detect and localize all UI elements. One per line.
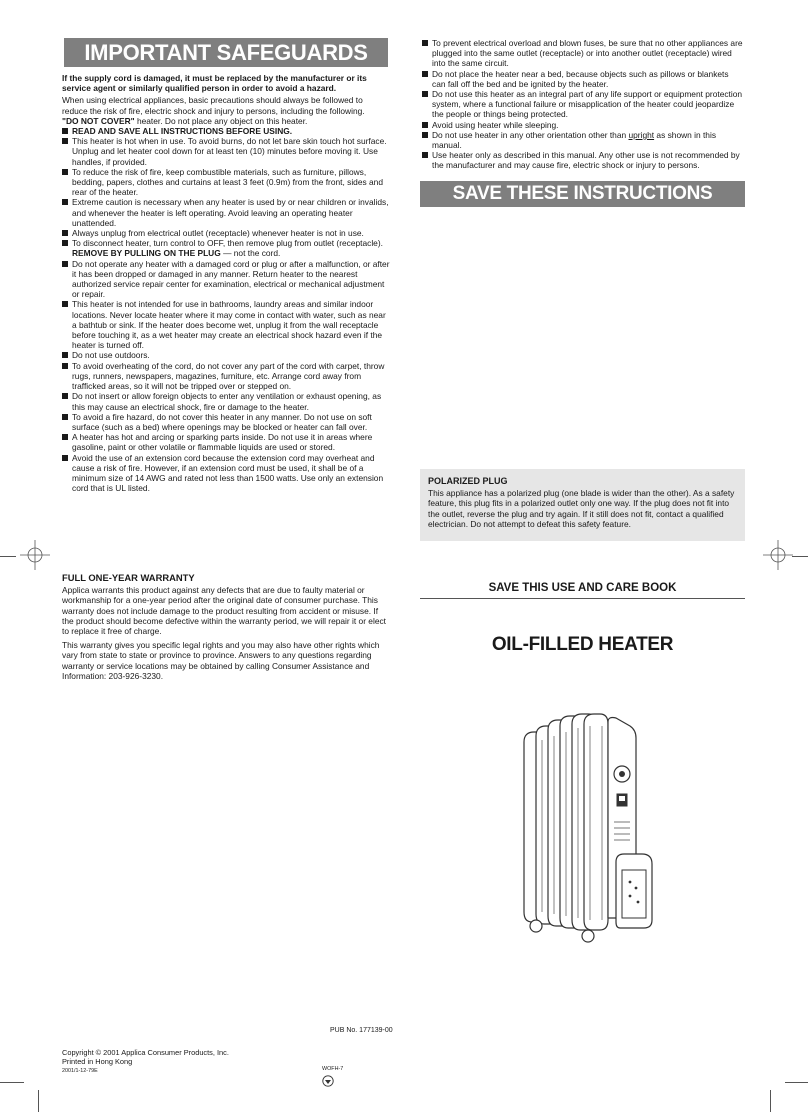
safeguard-text: A heater has hot and arcing or sparking parts inside. Do not use it in areas where gasoline, paint or other volatile or flammable liquids are used or stored.	[72, 432, 373, 453]
safeguard-text: Do not operate any heater with a damaged cord or plug or after a malfunction, or after it has been dropped or damaged in any manner. Return heater to the nearest authorized service repair center for examination, electrical or mechanical adjustment or repair.	[72, 258, 390, 300]
crop-mark	[0, 556, 16, 557]
printed-in-line: Printed in Hong Kong	[62, 1057, 133, 1066]
bullet-square-icon	[62, 230, 68, 236]
warranty-paragraph: Applica warrants this product against any defects that are due to faulty material or workmanship for a one-year period after the original date of consumer purchase. This warranty does not include damage to the product resulting from accident or misuse. If the product should become defective within the warranty period, we will repair it or elect to replace it free of charge.	[62, 585, 386, 637]
list-item	[62, 259, 390, 300]
save-book-heading	[420, 581, 745, 595]
bullet-square-icon	[62, 455, 68, 461]
bullet-square-icon	[62, 138, 68, 144]
list-item	[422, 89, 744, 120]
orientation-post: as shown in this manual.	[432, 129, 717, 151]
list-item	[62, 350, 390, 360]
bullet-square-icon	[62, 240, 68, 246]
bullet-square-icon	[422, 40, 428, 46]
list-item	[62, 126, 390, 136]
list-item	[422, 69, 744, 89]
save-instructions-heading	[420, 181, 745, 207]
crop-mark	[792, 556, 808, 557]
orientation-text	[432, 130, 744, 150]
list-item	[422, 120, 744, 130]
safeguard-text: Always unplug from electrical outlet (receptacle) whenever heater is not in use.	[72, 228, 364, 239]
print-code-right: WOFH-7	[322, 1066, 344, 1072]
safeguard-text: To avoid overheating of the cord, do not cover any part of the cord with carpet, throw rugs, runners, newspapers, magazines, furniture, etc. Arrange cord away from trafficked areas, so it will not be tripped over or stepped on.	[72, 360, 385, 392]
list-item	[62, 136, 390, 167]
save-heading-text: SAVE THESE INSTRUCTIONS	[452, 183, 713, 204]
do-not-cover-rest: heater. Do not place any object on this heater.	[134, 115, 308, 126]
save-book-rule	[420, 598, 745, 599]
safeguard-text: Use heater only as described in this manual. Any other use is not recommended by the manufacturer and may cause fire, electric shock or injury to persons.	[432, 150, 740, 171]
save-book-text: SAVE THIS USE AND CARE BOOK	[488, 582, 677, 594]
bullet-square-icon	[422, 122, 428, 128]
list-item	[62, 197, 390, 228]
important-safeguards-heading	[64, 38, 388, 67]
disconnect-bold: REMOVE BY PULLING ON THE PLUG	[72, 248, 221, 259]
crop-mark	[770, 1090, 771, 1112]
bullet-square-icon	[422, 91, 428, 97]
list-item	[422, 150, 744, 170]
safeguard-text: To avoid a fire hazard, do not cover this heater in any manner. Do not use on soft surface (such as a bed) where openings may be blocked or heater can fall over.	[72, 411, 372, 432]
disconnect-text	[72, 238, 390, 258]
disconnect-tail: — not the cord.	[220, 248, 281, 259]
bullet-square-icon	[62, 261, 68, 267]
list-item	[62, 432, 390, 452]
registration-mark-icon	[20, 540, 50, 570]
copyright-line: Copyright © 2001 Applica Consumer Products, Inc.	[62, 1048, 229, 1057]
print-code-left: 2001/1-12-79E	[62, 1068, 98, 1074]
bullet-square-icon	[422, 152, 428, 158]
read-save-text: READ AND SAVE ALL INSTRUCTIONS BEFORE USING.	[72, 126, 293, 137]
list-item	[62, 361, 390, 392]
cord-warning: If the supply cord is damaged, it must be replaced by the manufacturer or its service agent or similarly qualified person in order to avoid a hazard.	[62, 73, 367, 94]
bullet-square-icon	[62, 363, 68, 369]
warranty-paragraph: This warranty gives you specific legal rights and you may also have other rights which vary from state to state or province to province. Answers to any questions regarding warranty or service locations may be obtained by calling Consumer Assistance and Information: 203-926-3230.	[62, 640, 380, 681]
warranty-section	[62, 573, 392, 681]
safeguard-text: To prevent electrical overload and blown fuses, be sure that no other appliances are plugged into the same outlet (receptacle) or into another outlet (receptacle) wired into the same circuit.	[432, 38, 743, 69]
bullet-square-icon	[62, 414, 68, 420]
list-item	[422, 130, 744, 150]
polarized-plug-box	[420, 469, 745, 541]
registration-mark-icon	[763, 540, 793, 570]
oil-filled-heater-illustration	[512, 712, 662, 944]
safeguards-column-right	[422, 38, 744, 171]
orientation-upright: upright	[628, 129, 655, 140]
safeguard-text: Do not place the heater near a bed, because objects such as pillows or blankets can fall off the bed and be ignited by the heater.	[432, 68, 729, 89]
safeguard-text: Do not use outdoors.	[72, 350, 150, 361]
list-item	[62, 453, 390, 494]
bullet-square-icon	[62, 301, 68, 307]
list-item	[422, 38, 744, 69]
warranty-title: FULL ONE-YEAR WARRANTY	[62, 572, 195, 583]
safeguard-text: This heater is not intended for use in bathrooms, laundry areas and similar indoor locations. Never locate heater where it may come in contact with water, such as near a bathtub or sink. If the heater does become wet, unplug it from the wall receptacle before touching it, as a wet heater may create an electrical shock hazard even if the heater is turned off.	[72, 299, 386, 351]
bullet-square-icon	[422, 132, 428, 138]
safeguards-column	[62, 73, 390, 493]
list-item	[62, 228, 390, 238]
crop-mark	[38, 1090, 39, 1112]
list-item	[62, 167, 390, 198]
safeguard-text: Extreme caution is necessary when any heater is used by or near children or invalids, and whenever the heater is left operating. Avoid leaving an operating heater unattended.	[72, 197, 389, 228]
intro-text: When using electrical appliances, basic precautions should always be followed to reduce the risk of fire, electric shock and injury to persons, including the following.	[62, 95, 365, 116]
bullet-square-icon	[62, 434, 68, 440]
polarized-plug-text: This appliance has a polarized plug (one blade is wider than the other). As a safety feature, this plug fits in a polarized outlet only one way. If the plug does not fit into the outlet, reverse the plug and try again. If it still does not fit, contact a qualified electrician. Do not attempt to defeat this safety feature.	[428, 488, 735, 529]
safeguard-text: Do not use this heater as an integral part of any life support or equipment protection system, where a functional failure or misapplication of the heater could jeopardize the people or things being protected.	[432, 89, 743, 120]
bullet-square-icon	[62, 352, 68, 358]
crop-mark	[0, 1082, 24, 1083]
disconnect-main: To disconnect heater, turn control to OFF, then remove plug from outlet (receptacle).	[72, 238, 383, 249]
product-title-text: OIL-FILLED HEATER	[491, 634, 674, 655]
list-item	[62, 299, 390, 350]
recycle-logo-icon	[322, 1075, 334, 1087]
heading-text: IMPORTANT SAFEGUARDS	[84, 40, 368, 65]
list-item	[62, 412, 390, 432]
pub-number: PUB No. 177139-00	[330, 1027, 393, 1034]
do-not-cover-line	[62, 116, 390, 126]
list-item	[62, 391, 390, 411]
safeguard-text: Do not insert or allow foreign objects to enter any ventilation or exhaust opening, as this may cause an electrical shock, fire or damage to the heater.	[72, 391, 382, 412]
safeguard-text: To reduce the risk of fire, keep combustible materials, such as furniture, pillows, bedding, papers, clothes and curtains at least 3 feet (0.9m) from the front, sides and rear of the heater.	[72, 166, 383, 198]
bullet-square-icon	[62, 169, 68, 175]
bullet-square-icon	[62, 128, 68, 134]
safeguard-text: This heater is hot when in use. To avoid burns, do not let bare skin touch hot surface. Unplug and let heater cool down for at least ten (10) minutes before moving it. Use handles, if provided.	[72, 136, 387, 167]
product-title	[420, 633, 745, 657]
crop-mark	[785, 1082, 808, 1083]
bullet-square-icon	[62, 393, 68, 399]
safeguard-text: Avoid using heater while sleeping.	[432, 119, 559, 130]
polarized-plug-title: POLARIZED PLUG	[428, 476, 508, 486]
bullet-square-icon	[422, 71, 428, 77]
list-item	[62, 238, 390, 258]
orientation-pre: Do not use heater in any other orientation other than	[432, 129, 629, 140]
do-not-cover-bold: "DO NOT COVER"	[62, 115, 135, 126]
safeguard-text: Avoid the use of an extension cord because the extension cord may overheat and cause a risk of fire. However, if an extension cord must be used, it shall be of a minimum size of 14 AWG and rated not less than 1500 watts. Use only an extension cord that is UL listed.	[72, 452, 384, 494]
bullet-square-icon	[62, 199, 68, 205]
